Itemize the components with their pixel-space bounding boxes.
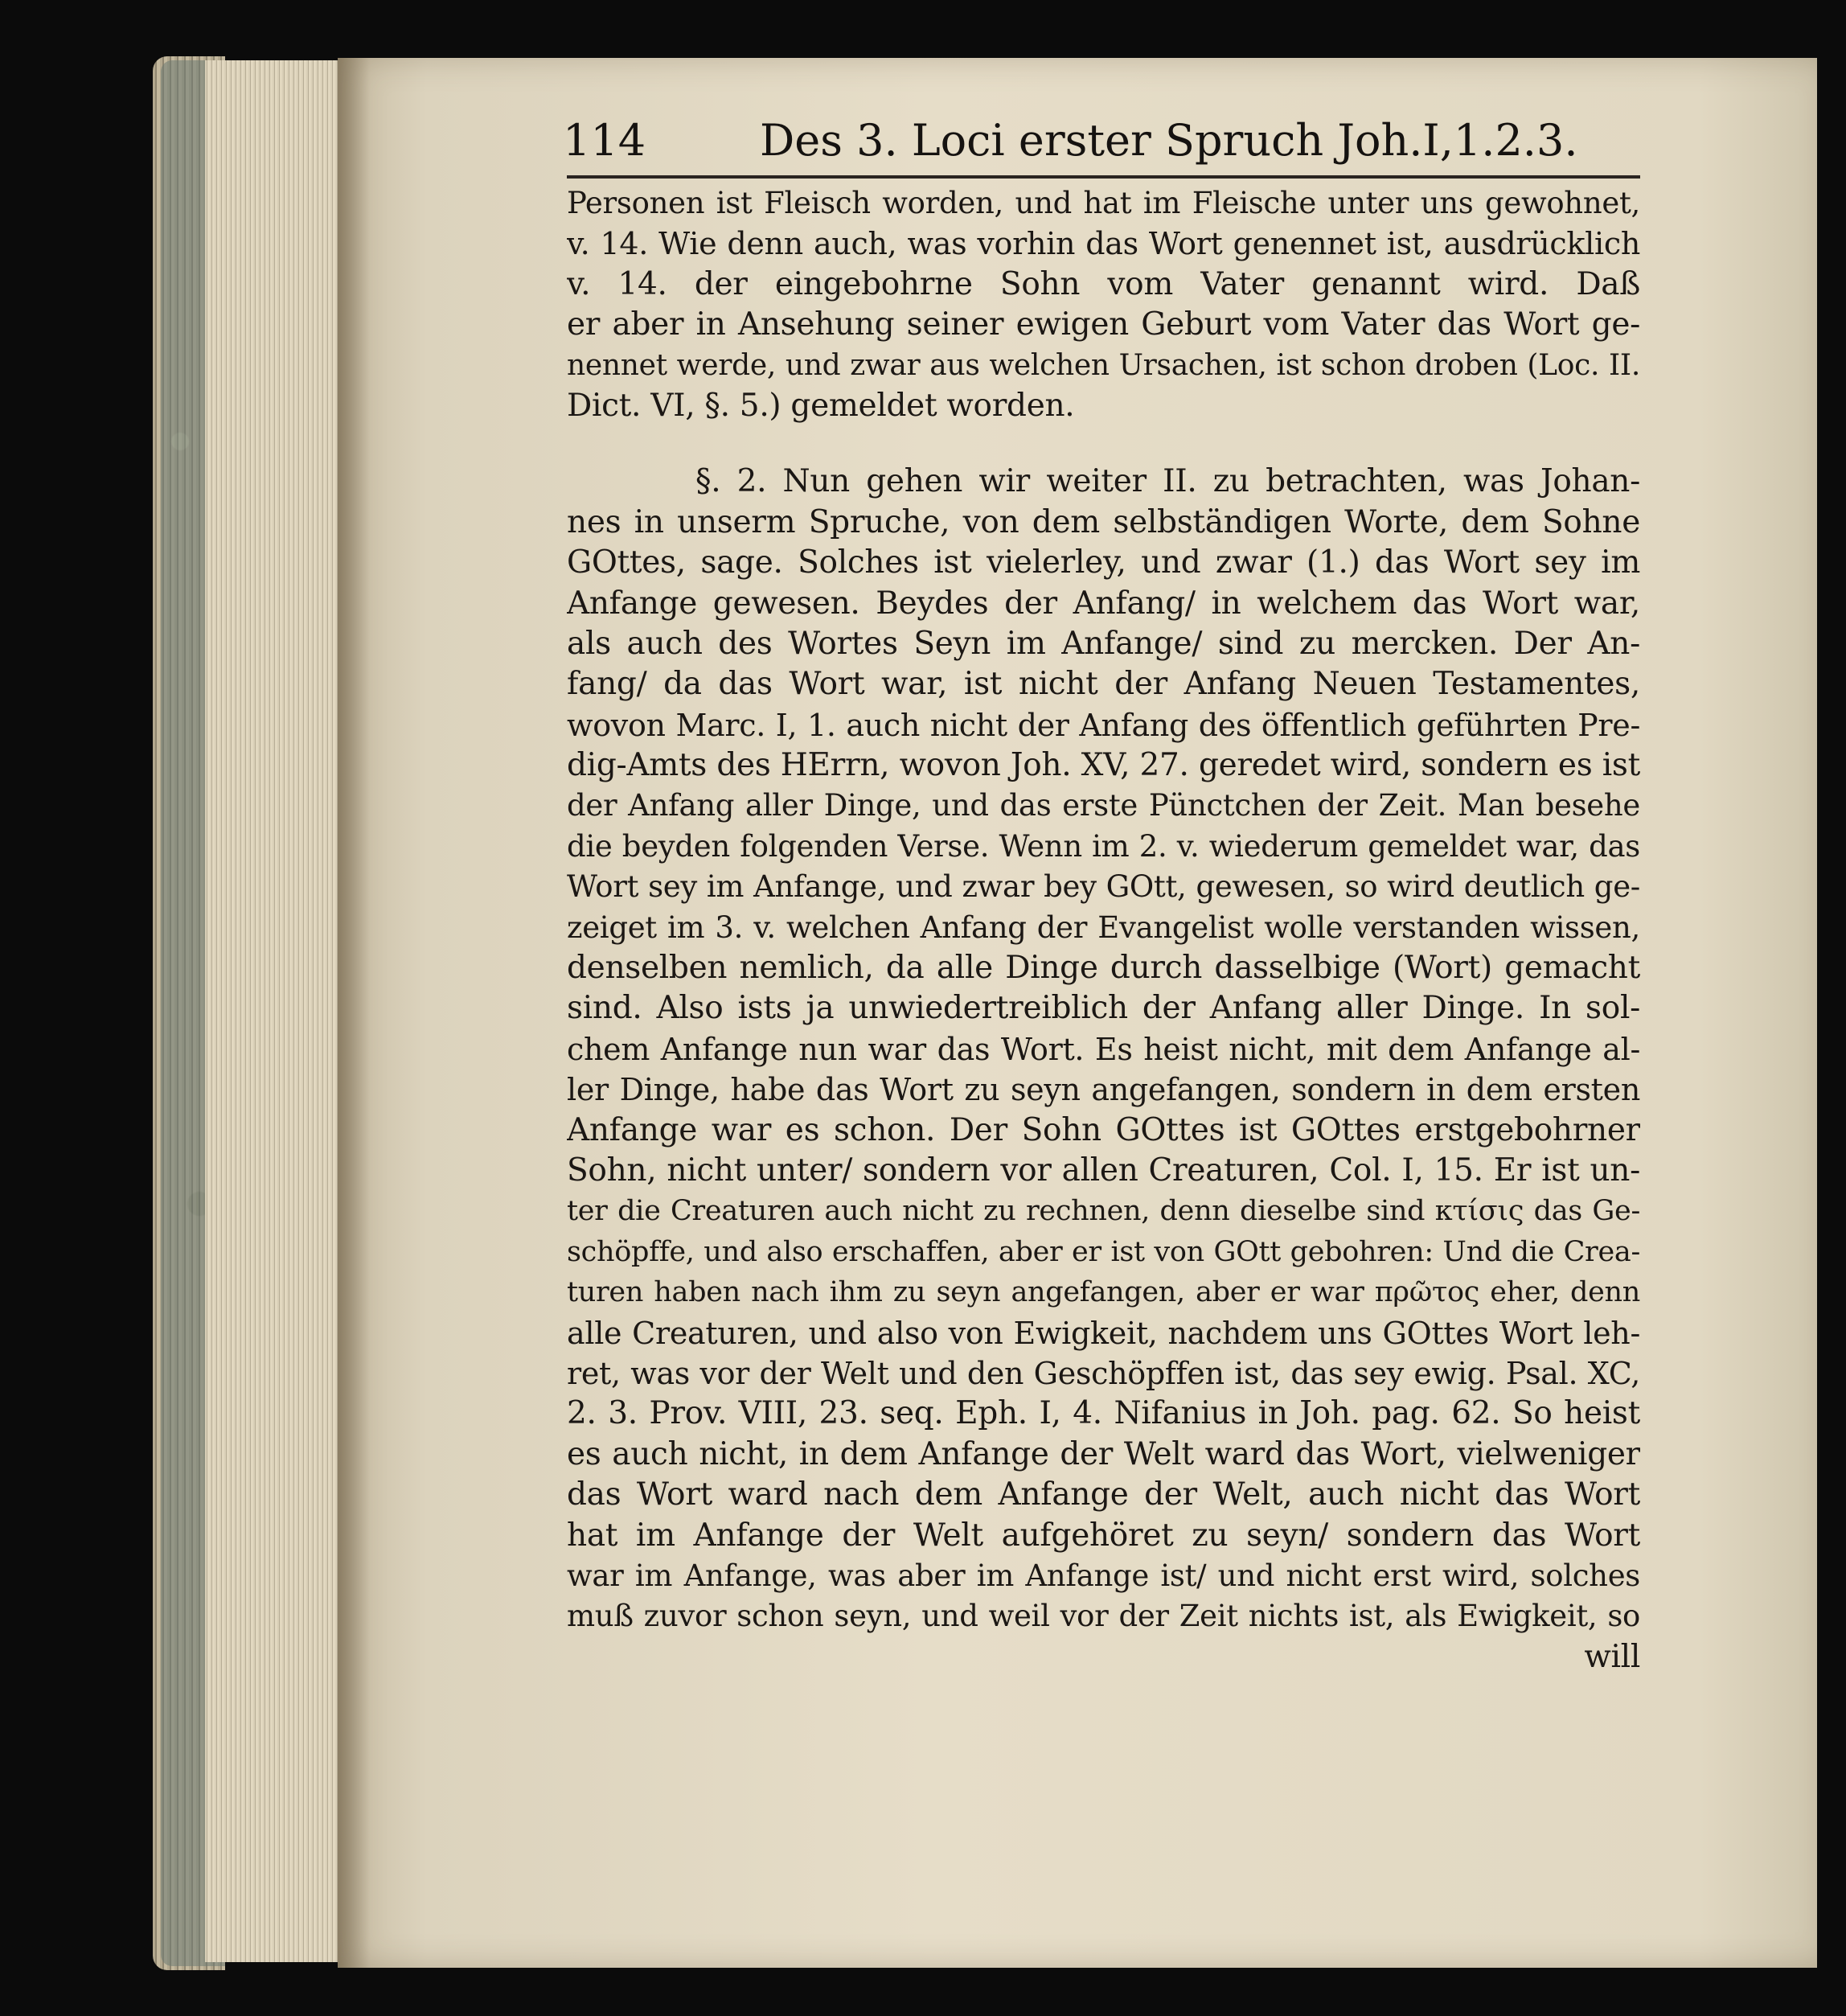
text-line: Dict. VI, §. 5.) gemeldet worden. <box>567 387 1075 424</box>
body-text <box>567 183 1640 1677</box>
text-line: war im Anfange, was aber im Anfange ist/ und nicht erst wird, solches <box>567 1558 1640 1593</box>
text-line: schöpffe, und also erschaffen, aber er ist von GOtt gebohren: Und die Crea- <box>567 1235 1640 1268</box>
text-line: der Anfang aller Dinge, und das erste Pünctchen der Zeit. Man besehe <box>567 788 1640 823</box>
text-line: Sohn, nicht unter/ sondern vor allen Creaturen, Col. I, 15. Er ist un- <box>567 1152 1640 1189</box>
text-line: das Wort ward nach dem Anfange der Welt, auch nicht das Wort <box>567 1476 1640 1513</box>
text-line: ler Dinge, habe das Wort zu seyn angefangen, sondern in dem ersten <box>567 1072 1640 1108</box>
page-stack-edges <box>205 60 346 1962</box>
text-line: 2. 3. Prov. VIII, 23. seq. Eph. I, 4. Nifanius in Joh. pag. 62. So heist <box>567 1395 1640 1432</box>
text-line: muß zuvor schon seyn, und weil vor der Zeit nichts ist, als Ewigkeit, so <box>567 1599 1640 1634</box>
text-line: sind. Also ists ja unwiedertreiblich der Anfang aller Dinge. In sol- <box>567 990 1640 1027</box>
text-line: alle Creaturen, und also von Ewigkeit, nachdem uns GOttes Wort leh- <box>567 1315 1640 1351</box>
paragraph-1 <box>567 183 1640 426</box>
text-line: es auch nicht, in dem Anfange der Welt ward das Wort, vielweniger <box>567 1435 1640 1472</box>
header-rule <box>567 175 1640 179</box>
paragraph-2 <box>567 462 1640 1636</box>
page-number: 114 <box>563 115 646 166</box>
text-line: wovon Marc. I, 1. auch nicht der Anfang des öffentlich geführten Pre- <box>567 707 1640 743</box>
text-line: er aber in Ansehung seiner ewigen Geburt vom Vater das Wort ge- <box>567 306 1640 343</box>
text-line: Anfange gewesen. Beydes der Anfang/ in welchem das Wort war, <box>567 585 1640 622</box>
text-line: GOttes, sage. Solches ist vielerley, und zwar (1.) das Wort sey im <box>567 544 1640 581</box>
text-line: denselben nemlich, da alle Dinge durch dasselbige (Wort) gemacht <box>567 950 1640 987</box>
text-line: nennet werde, und zwar aus welchen Ursachen, ist schon droben (Loc. II. <box>567 348 1640 382</box>
text-line: zeiget im 3. v. welchen Anfang der Evangelist wolle verstanden wissen, <box>567 909 1640 945</box>
text-line: Personen ist Fleisch worden, und hat im Fleische unter uns gewohnet, <box>567 186 1640 220</box>
running-title: Des 3. Loci erster Spruch Joh.I,1.2.3. <box>760 115 1578 166</box>
page-header <box>563 113 1648 169</box>
text-line: die beyden folgenden Verse. Wenn im 2. v. wiederum gemeldet war, das <box>567 828 1640 864</box>
text-line: Anfange war es schon. Der Sohn GOttes ist GOttes erstgebohrner <box>567 1111 1640 1148</box>
text-line: als auch des Wortes Seyn im Anfange/ sind zu mercken. Der An- <box>567 625 1640 662</box>
text-line: v. 14. Wie denn auch, was vorhin das Wort genennet ist, ausdrücklich <box>567 226 1640 262</box>
text-line: ret, was vor der Welt und den Geschöpffen ist, das sey ewig. Psal. XC, <box>567 1355 1640 1391</box>
text-line: ter die Creaturen auch nicht zu rechnen, denn dieselbe sind κτίσις das Ge- <box>567 1195 1640 1228</box>
text-line: Wort sey im Anfange, und zwar bey GOtt, gewesen, so wird deutlich ge- <box>567 869 1640 905</box>
text-line: dig-Amts des HErrn, wovon Joh. XV, 27. geredet wird, sondern es ist <box>567 747 1640 784</box>
text-line: §. 2. Nun gehen wir weiter II. zu betrachten, was Johan- <box>695 463 1640 500</box>
catchword: will <box>1584 1638 1640 1675</box>
text-line: v. 14. der eingebohrne Sohn vom Vater genannt wird. Daß <box>567 265 1640 302</box>
text-line: fang/ da das Wort war, ist nicht der Anfang Neuen Testamentes, <box>567 666 1640 703</box>
page-gutter-shadow <box>338 58 370 1968</box>
text-line: turen haben nach ihm zu seyn angefangen, aber er war πρῶτος eher, denn <box>567 1276 1640 1309</box>
text-line: nes in unserm Spruche, von dem selbständigen Worte, dem Sohne <box>567 503 1640 540</box>
text-line: chem Anfange nun war das Wort. Es heist nicht, mit dem Anfange al- <box>567 1031 1640 1067</box>
text-line: hat im Anfange der Welt aufgehöret zu seyn/ sondern das Wort <box>567 1517 1640 1554</box>
